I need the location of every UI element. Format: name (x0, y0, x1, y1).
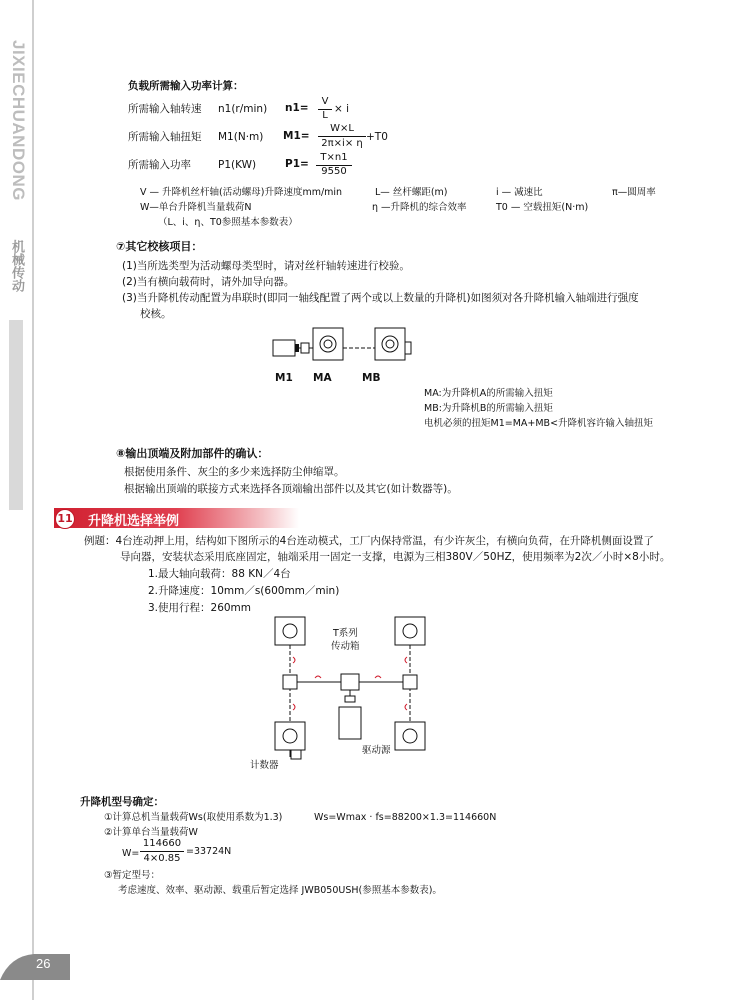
calc-row-suffix: +T0 (366, 131, 388, 143)
section-number: 11 (55, 509, 75, 529)
check-item: (1)当所选类型为活动螺母类型时，请对丝杆轴转速进行校验。 (122, 260, 410, 272)
calc-row-var: n1= (285, 102, 309, 114)
diagram-label-ma: MA (313, 372, 332, 384)
model-step1: ①计算总机当量载荷Ws(取使用系数为1.3) (104, 812, 283, 823)
calc-row-den: 2π×i× η (321, 138, 363, 149)
calc-row-suffix: × i (334, 103, 350, 115)
calc-row-num: V (321, 96, 329, 107)
legend-v: V — 升降机丝杆轴(活动螺母)升降速度mm/min (140, 187, 343, 198)
example-item: 3.使用行程：260mm (148, 602, 252, 614)
note-m1: 电机必须的扭矩M1=MA+MB<升降机容许输入轴扭矩 (424, 418, 654, 429)
diagram-label-mb: MB (362, 372, 381, 384)
drive-label: 驱动源 (362, 745, 391, 756)
legend-t0: T0 — 空载扭矩(N·m) (496, 202, 589, 213)
gearbox-label: 传动箱 (331, 641, 360, 652)
output-item: 根据输出顶端的联接方式来选择各顶端输出部件以及其它(如计数器等)。 (124, 483, 458, 495)
section-title: 升降机选择举例 (88, 514, 180, 529)
check-heading: ⑦其它校核项目： (116, 240, 203, 253)
example-item: 2.升降速度：10mm／s(600mm／min) (148, 585, 340, 597)
note-ma: MA:为升降机A的所需输入扭矩 (424, 388, 553, 399)
calc-row-var: P1= (285, 158, 309, 170)
w-prefix: W= (122, 848, 140, 859)
w-den: 4×0.85 (143, 853, 181, 864)
w-result: =33724N (186, 846, 232, 857)
output-item: 根据使用条件、灰尘的多少来选择防尘伸缩罩。 (124, 466, 345, 478)
series-diagram (265, 325, 435, 370)
note-mb: MB:为升降机B的所需输入扭矩 (424, 403, 553, 414)
model-step3-text: 考虑速度、效率、驱动源、载重后暂定选择 JWB050USH(参照基本参数表)。 (118, 885, 442, 896)
load-calc-heading: 负载所需输入功率计算： (128, 80, 244, 92)
example-item: 1.最大轴向载荷：88 KN／4台 (148, 568, 291, 580)
check-item: (3)当升降机传动配置为串联时(即同一轴线配置了两个或以上数量的升降机)如图须对各升降机输入轴端进行强度 (122, 292, 639, 304)
example-line: 例题：4台连动押上用，结构如下图所示的4台连动模式，工厂内保持常温，有少许灰尘，有横向负荷，在升降机侧面设置了 (84, 535, 654, 547)
calc-row-num: W×L (330, 123, 354, 134)
calc-row-symbol: P1(KW) (218, 159, 257, 171)
sidebar-bar (9, 320, 23, 510)
calc-row-label: 所需输入轴转速 (128, 103, 202, 115)
model-step2: ②计算单台当量载荷W (104, 827, 198, 838)
diagram-label-m1: M1 (275, 372, 293, 384)
legend-note: （L、i、η、T0参照基本参数表） (158, 217, 298, 228)
fraction-line (140, 851, 184, 852)
calc-row-num: T×n1 (320, 152, 348, 163)
check-item: (2)当有横向载荷时，请外加导向器。 (122, 276, 295, 288)
sidebar (0, 0, 32, 1000)
calc-row-label: 所需输入轴扭矩 (128, 131, 202, 143)
legend-pi: π—圆周率 (612, 187, 656, 198)
gearbox-label: T系列 (333, 628, 358, 639)
model-heading: 升降机型号确定： (80, 796, 164, 808)
check-item: 校核。 (140, 308, 172, 320)
w-num: 114660 (142, 838, 182, 849)
sidebar-title-en: JIXIECHUANDONG (9, 40, 28, 201)
calc-row-symbol: M1(N·m) (218, 131, 264, 143)
calc-row-label: 所需输入功率 (128, 159, 191, 171)
calc-row-symbol: n1(r/min) (218, 103, 268, 115)
sidebar-divider (32, 0, 34, 1000)
counter-label: 计数器 (250, 760, 279, 771)
example-line: 导向器，安装状态采用底座固定，轴端采用一固定一支撑，电源为三相380V／50HZ，使用频率为2次／小时×8小时。 (120, 551, 671, 563)
page-number-tab (0, 952, 70, 982)
calc-row-den: L (322, 110, 328, 121)
legend-i: i — 减速比 (496, 187, 543, 198)
sidebar-title-cn: 机械传动 (9, 240, 24, 292)
calc-row-den: 9550 (321, 166, 347, 177)
calc-row-var: M1= (283, 130, 310, 142)
fraction-line (318, 136, 366, 137)
page-number: 26 (36, 956, 51, 971)
model-step3: ③暂定型号： (104, 870, 161, 881)
model-step1-formula: Ws=Wmax · fs=88200×1.3=114660N (314, 812, 497, 823)
output-heading: ⑧输出顶端及附加部件的确认： (116, 447, 269, 460)
legend-eta: η —升降机的综合效率 (372, 202, 467, 213)
legend-l: L— 丝杆螺距(m) (375, 187, 448, 198)
legend-w: W—单台升降机当量载荷N (140, 202, 252, 213)
